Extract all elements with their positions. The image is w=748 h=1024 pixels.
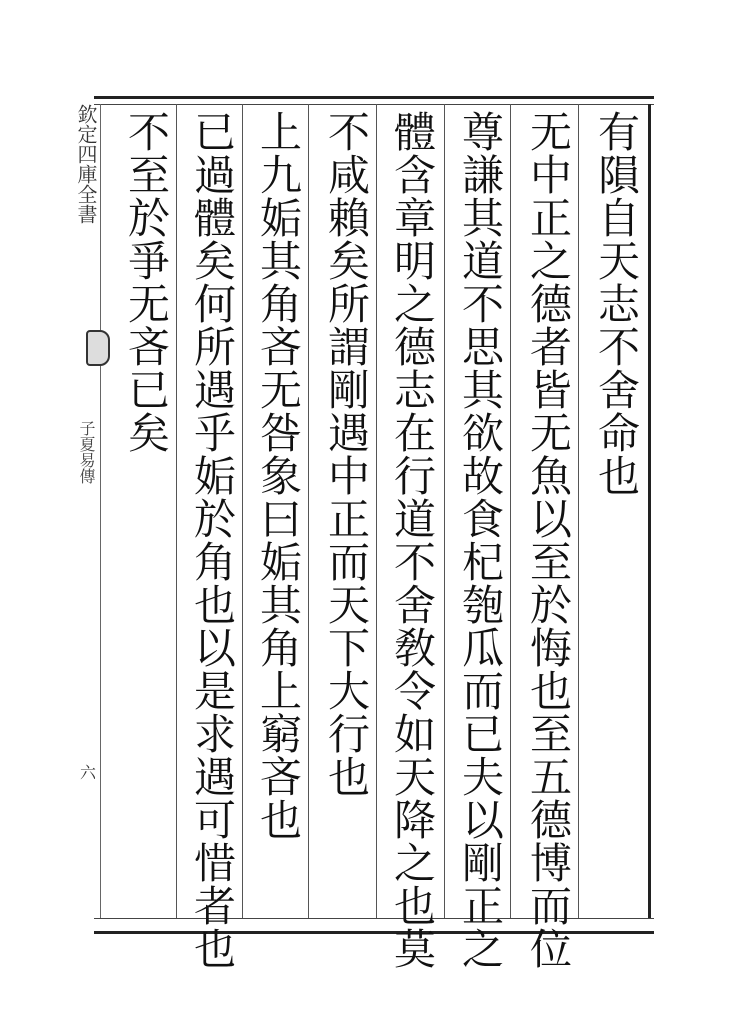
text-column-5: 不咸賴矣所謂剛遇中正而天下大行也 [322,110,371,798]
text-column-8: 不至於爭无吝已矣 [122,110,171,454]
text-column-6: 上九姤其角吝无咎象曰姤其角上窮吝也 [254,110,303,841]
text-column-1: 有隕自天志不舍命也 [592,110,641,497]
text-column-3: 尊謙其道不思其欲故食杞匏瓜而已夫以剛正之 [456,110,505,970]
frame-rule-right [648,104,651,918]
column-rule [444,104,445,918]
fish-tail-mark-icon [86,330,110,366]
margin-book-title: 子夏易傳 [77,420,96,484]
margin-page-number: 六 [79,763,96,782]
text-column-2: 无中正之德者皆无魚以至於悔也至五德博而位 [524,110,573,970]
margin-collection-title: 欽定四庫全書 [74,104,98,224]
frame-rule-top [94,104,654,105]
text-column-7: 已過體矣何所遇乎姤於角也以是求遇可惜者也 [188,110,237,970]
margin-rule [100,104,101,918]
text-column-4: 體含章明之德志在行道不舍敎令如天降之也莫 [388,110,437,970]
